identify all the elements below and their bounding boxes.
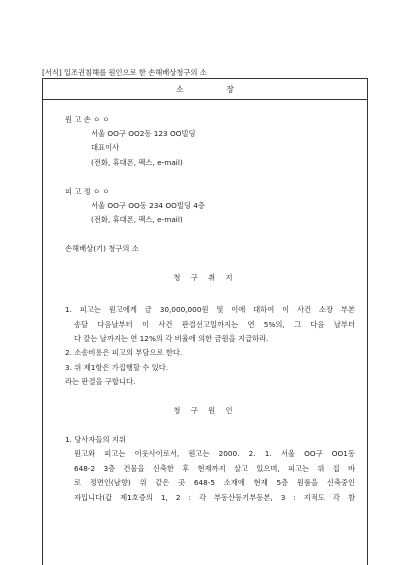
defendant-contact: (전화, 휴대폰, 팩스, e-mail) (91, 215, 183, 224)
plaintiff-label: 원 고 손 ㅇ ㅇ (65, 115, 110, 124)
claim-item-1-line-3: 다 갚는 날까지는 연 12%의 각 비율에 의한 금원을 지급하라. (74, 334, 269, 343)
complaint-form (42, 78, 368, 565)
cause-sub-heading: 1. 당사자들의 지위 (65, 435, 126, 444)
defendant-label: 피 고 정 ㅇ ㅇ (65, 187, 110, 196)
claim-section-title: 청 구 취 지 (173, 273, 237, 282)
claim-item-1-line-1: 1. 피고는 원고에게 금 30,000,000원 및 이에 대하여 이 사건 소장 부본 (65, 305, 355, 314)
form-heading: 소 장 (176, 85, 254, 94)
plaintiff-title: 대표이사 (91, 143, 120, 152)
claim-item-1-line-2: 송달 다음날부터 이 사건 판결선고일까지는 연 5%의, 그 다음 날부터 (74, 320, 355, 329)
plaintiff-contact: (전화, 휴대폰, 팩스, e-mail) (91, 158, 183, 167)
claim-closing: 라는 판결을 구합니다. (65, 377, 136, 386)
cause-section-title: 청 구 원 인 (173, 406, 237, 415)
plaintiff-address: 서울 OO구 OO2동 123 OO빌딩 (91, 129, 196, 138)
document-title: [서식] 일조권침해를 원인으로 한 손해배상청구의 소 (42, 68, 207, 77)
cause-line-2: 648-2 3층 건물을 신축한 후 현재까지 살고 있으며, 피고는 위 집 바 (74, 464, 355, 473)
defendant-address: 서울 OO구 OO동 234 OO빌딩 4층 (91, 201, 205, 210)
cause-line-4: 자입니다(갑 제1호증의 1, 2 : 각 부동산등기부등본, 3 : 지적도 각 참 (74, 493, 355, 502)
claim-item-2: 2. 소송비용은 피고의 부담으로 한다. (65, 348, 183, 357)
claim-item-3: 3. 위 제1항은 가집행할 수 있다. (65, 363, 169, 372)
form-header (43, 79, 367, 100)
cause-line-1: 원고와 피고는 이웃사이로서, 원고는 2000. 2. 1. 서울 OO구 OO1동 (74, 449, 355, 458)
cause-line-3: 로 정면인(남향) 위 같은 곳 648-5 소재에 현재 5층 원룸을 신축중인 (74, 478, 355, 487)
case-name: 손해배상(기) 청구의 소 (65, 244, 139, 253)
